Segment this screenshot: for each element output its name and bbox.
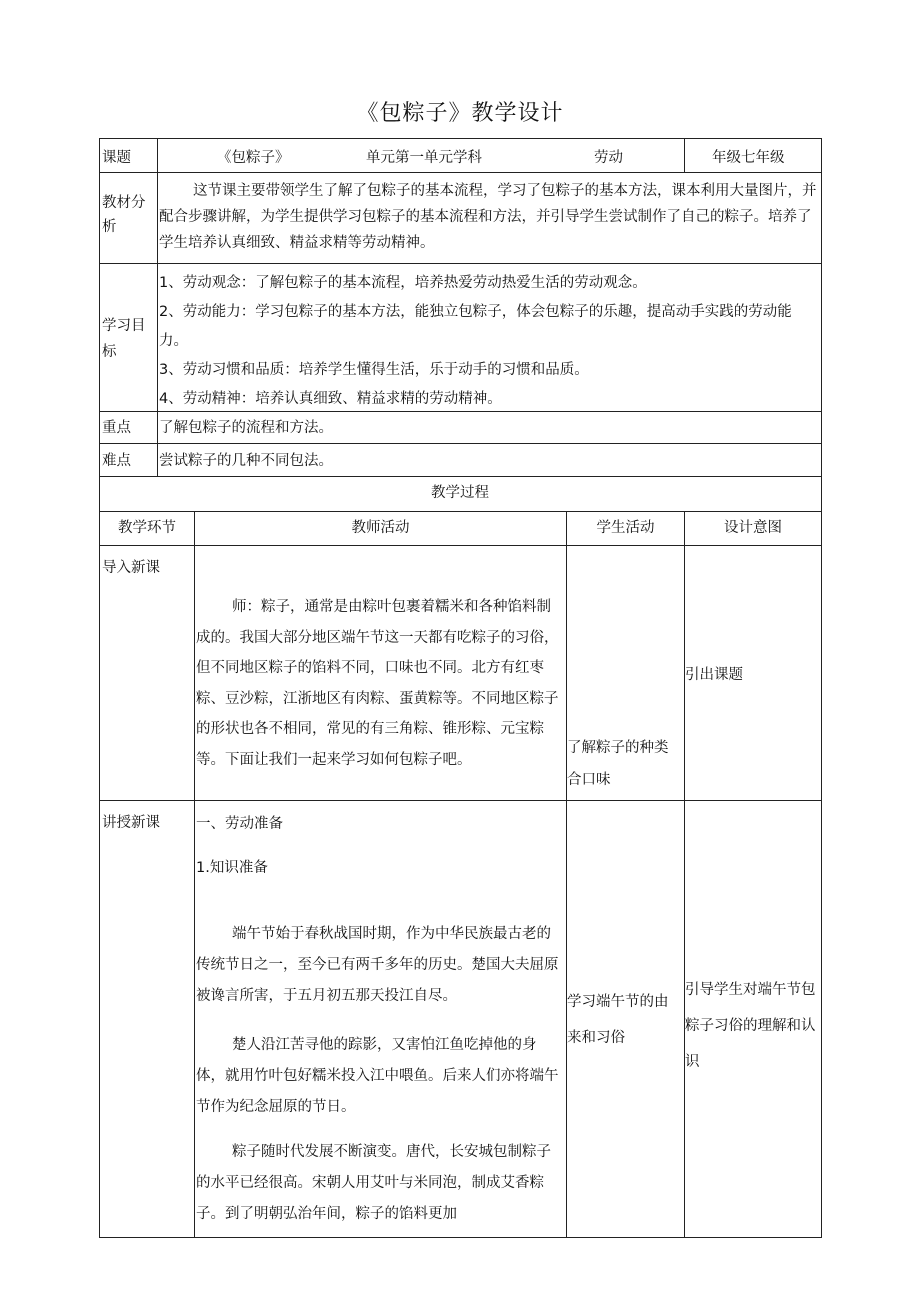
header-intent: 设计意图 [724, 520, 782, 536]
goal-item: 4、劳动精神：培养认真细致、精益求精的劳动精神。 [159, 391, 502, 407]
label-analysis: 教材分析 [102, 195, 146, 235]
header-stage: 教学环节 [118, 520, 176, 536]
goal-item: 1、劳动观念：了解包粽子的基本流程，培养热爱劳动热爱生活的劳动观念。 [159, 275, 647, 291]
student-intro-text: 了解粽子的种类合口味 [567, 740, 669, 788]
grade: 年级七年级 [712, 150, 785, 166]
header-student: 学生活动 [596, 520, 655, 536]
header-teacher: 教师活动 [351, 520, 410, 536]
goal-item: 2、劳动能力：学习包粽子的基本方法，能独立包粽子，体会包粽子的乐趣，提高动手实践的劳动能力。 [159, 304, 792, 349]
difficulty-text: 尝试粽子的几种不同包法。 [159, 453, 333, 469]
teacher-paragraph: 端午节始于春秋战国时期，作为中华民族最古老的传统节日之一，至今已有两千多年的历史。楚国大夫屈原被谗言所害，于五月初五那天投江自尽。 [196, 926, 559, 1004]
teacher-paragraph: 粽子随时代发展不断演变。唐代，长安城包制粽子的水平已经很高。宋朝人用艾叶与米同泡，制成艾香粽子。到了明朝弘治年间，粽子的馅料更加 [196, 1144, 551, 1222]
key-text: 了解包粽子的流程和方法。 [159, 420, 333, 436]
student-teaching-text: 学习端午节的由来和习俗 [567, 994, 669, 1046]
label-course: 课题 [102, 150, 131, 166]
label-difficulty: 难点 [102, 453, 131, 469]
unit-text: 单元第一单元学科 [366, 150, 482, 166]
teacher-section-heading: 一、劳动准备 [196, 816, 283, 832]
analysis-text: 这节课主要带领学生了解了包粽子的基本流程，学习了包粽子的基本方法，课本利用大量图片，并配合步骤讲解，为学生提供学习包粽子的基本流程和方法，并引导学生尝试制作了自己的粽子。培养了学生培养认真细致、精益求精等劳动精神。 [159, 183, 817, 251]
stage-teaching: 讲授新课 [102, 815, 160, 831]
teacher-paragraph: 楚人沿江苦寻他的踪影，又害怕江鱼吃掉他的身体，就用竹叶包好糯米投入江中喂鱼。后来人们亦将端午节作为纪念屈原的节日。 [196, 1037, 559, 1115]
label-goals: 学习目标 [102, 318, 146, 360]
label-key: 重点 [102, 420, 131, 436]
subject: 劳动 [594, 150, 623, 166]
stage-intro: 导入新课 [102, 560, 160, 576]
goal-item: 3、劳动习惯和品质：培养学生懂得生活，乐于动手的习惯和品质。 [159, 362, 589, 378]
teacher-intro-text: 师：粽子，通常是由粽叶包裹着糯米和各种馅料制成的。我国大部分地区端午节这一天都有吃粽子的习俗，但不同地区粽子的馅料不同，口味也不同。北方有红枣粽、豆沙粽，江浙地区有肉粽、蛋黄粽等。不同地区粽子的形状也各不相同，常见的有三角粽、锥形粽、元宝粽等。下面让我们一起来学习如何包粽子吧。 [196, 599, 559, 768]
intent-intro-text: 引出课题 [685, 667, 743, 683]
intent-teaching-text: 引导学生对端午节包粽子习俗的理解和认识 [685, 982, 816, 1070]
document-title: 《包粽子》教学设计 [356, 101, 564, 126]
process-heading: 教学过程 [431, 485, 489, 501]
course-name: 《包粽子》 [217, 150, 290, 166]
goals-list [159, 269, 819, 410]
teacher-subheading: 1.知识准备 [196, 860, 268, 876]
